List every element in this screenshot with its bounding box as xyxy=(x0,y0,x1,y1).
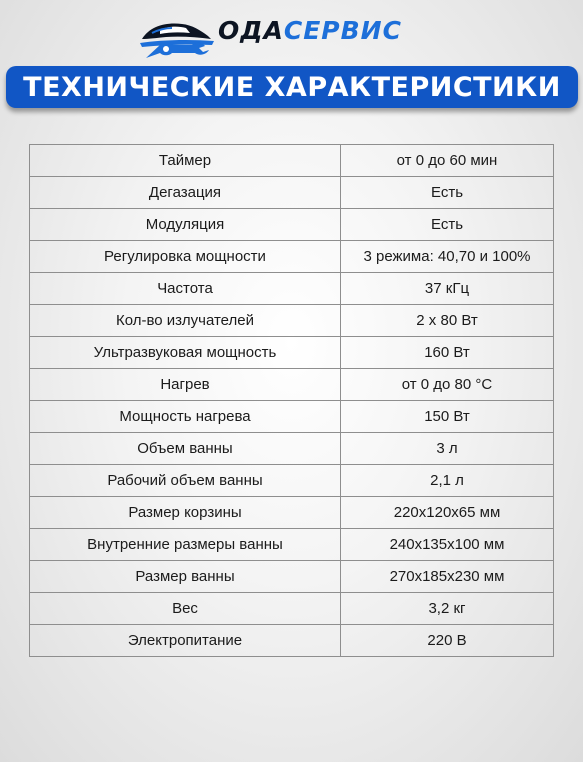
spec-value: 2 х 80 Вт xyxy=(341,305,554,337)
table-row xyxy=(30,337,554,369)
spec-value: 3 режима: 40,70 и 100% xyxy=(341,241,554,273)
title-banner xyxy=(6,66,578,108)
table-row xyxy=(30,465,554,497)
spec-name: Регулировка мощности xyxy=(30,241,341,273)
spec-name: Размер ванны xyxy=(30,561,341,593)
spec-value: 160 Вт xyxy=(341,337,554,369)
brand-name-part2: СЕРВИС xyxy=(283,15,402,45)
spec-name: Размер корзины xyxy=(30,497,341,529)
spec-value: 270х185х230 мм xyxy=(341,561,554,593)
specifications-table xyxy=(29,144,554,657)
spec-name: Вес xyxy=(30,593,341,625)
table-row xyxy=(30,209,554,241)
spec-name: Ультразвуковая мощность xyxy=(30,337,341,369)
table-row xyxy=(30,145,554,177)
spec-name: Нагрев xyxy=(30,369,341,401)
spec-value: 3 л xyxy=(341,433,554,465)
table-row xyxy=(30,273,554,305)
table-row xyxy=(30,305,554,337)
spec-name: Модуляция xyxy=(30,209,341,241)
spec-value: 37 кГц xyxy=(341,273,554,305)
spec-name: Внутренние размеры ванны xyxy=(30,529,341,561)
table-row xyxy=(30,369,554,401)
page-title: ТЕХНИЧЕСКИЕ ХАРАКТЕРИСТИКИ xyxy=(23,71,561,103)
table-row xyxy=(30,401,554,433)
spec-value: 220 В xyxy=(341,625,554,657)
spec-name: Объем ванны xyxy=(30,433,341,465)
table-row xyxy=(30,529,554,561)
table-row xyxy=(30,593,554,625)
table-row xyxy=(30,177,554,209)
spec-value: 2,1 л xyxy=(341,465,554,497)
spec-name: Электропитание xyxy=(30,625,341,657)
spec-name: Дегазация xyxy=(30,177,341,209)
specifications-table-body xyxy=(30,145,554,657)
table-row xyxy=(30,241,554,273)
car-wrench-logo-icon xyxy=(136,12,216,60)
spec-name: Частота xyxy=(30,273,341,305)
spec-value: Есть xyxy=(341,209,554,241)
table-row xyxy=(30,561,554,593)
brand-logo-text xyxy=(218,14,402,46)
table-row xyxy=(30,433,554,465)
spec-value: 240х135х100 мм xyxy=(341,529,554,561)
header xyxy=(0,0,583,62)
spec-value: от 0 до 80 °С xyxy=(341,369,554,401)
spec-name: Мощность нагрева xyxy=(30,401,341,433)
table-row xyxy=(30,625,554,657)
spec-value: 3,2 кг xyxy=(341,593,554,625)
table-row xyxy=(30,497,554,529)
spec-name: Кол-во излучателей xyxy=(30,305,341,337)
brand-name-part1: ОДА xyxy=(218,15,284,45)
spec-value: от 0 до 60 мин xyxy=(341,145,554,177)
spec-value: 150 Вт xyxy=(341,401,554,433)
spec-value: Есть xyxy=(341,177,554,209)
spec-name: Таймер xyxy=(30,145,341,177)
spec-name: Рабочий объем ванны xyxy=(30,465,341,497)
spec-value: 220х120х65 мм xyxy=(341,497,554,529)
